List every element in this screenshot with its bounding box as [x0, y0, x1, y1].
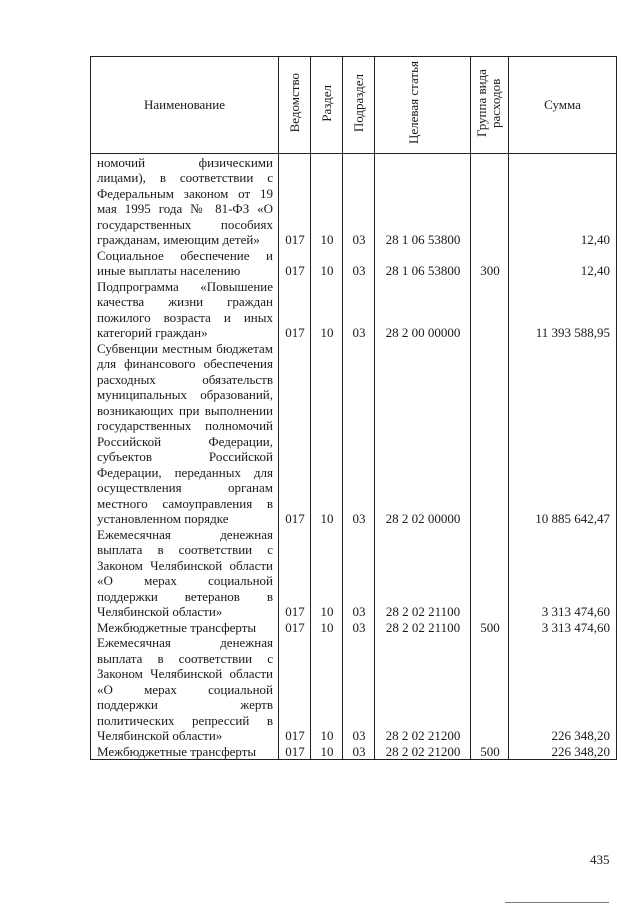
row-target-article: 28 1 06 53800 — [375, 248, 471, 279]
header-target-article: Целевая статья — [375, 57, 471, 154]
row-department: 017 — [279, 744, 311, 760]
table-row — [91, 527, 617, 620]
row-subsection: 03 — [343, 527, 375, 620]
row-subsection: 03 — [343, 744, 375, 760]
row-name: Субвенции местным бюджетам для финансового обеспечения расходных обязательств муниципальных образований, возникающих при выполнении государственных полномочий Российской Федерации, субъектов Российской Федерации, переданных для осуществления органам местного самоуправления в установленном порядке — [91, 341, 279, 527]
row-expense-group — [471, 279, 509, 341]
row-target-article: 28 2 00 00000 — [375, 279, 471, 341]
row-section: 10 — [311, 248, 343, 279]
row-subsection: 03 — [343, 248, 375, 279]
row-amount: 10 885 642,47 — [509, 341, 617, 527]
table-row — [91, 620, 617, 636]
row-amount: 11 393 588,95 — [509, 279, 617, 341]
row-expense-group — [471, 527, 509, 620]
header-name: Наименование — [91, 57, 279, 154]
table-row — [91, 744, 617, 760]
row-target-article: 28 2 02 21200 — [375, 635, 471, 744]
row-expense-group: 300 — [471, 248, 509, 279]
row-subsection: 03 — [343, 341, 375, 527]
row-department: 017 — [279, 341, 311, 527]
row-amount: 3 313 474,60 — [509, 620, 617, 636]
footer-rule — [505, 902, 609, 903]
row-expense-group — [471, 341, 509, 527]
row-expense-group: 500 — [471, 744, 509, 760]
row-subsection: 03 — [343, 635, 375, 744]
row-name: Межбюджетные трансферты — [91, 620, 279, 636]
row-target-article: 28 2 02 21200 — [375, 744, 471, 760]
row-expense-group — [471, 153, 509, 248]
row-section: 10 — [311, 341, 343, 527]
row-amount: 12,40 — [509, 153, 617, 248]
row-target-article: 28 1 06 53800 — [375, 153, 471, 248]
row-target-article: 28 2 02 00000 — [375, 341, 471, 527]
page-number: 435 — [590, 852, 610, 867]
row-subsection: 03 — [343, 153, 375, 248]
row-amount: 12,40 — [509, 248, 617, 279]
row-section: 10 — [311, 635, 343, 744]
header-subsection: Подраздел — [343, 57, 375, 154]
row-department: 017 — [279, 153, 311, 248]
row-section: 10 — [311, 620, 343, 636]
row-subsection: 03 — [343, 279, 375, 341]
row-subsection: 03 — [343, 620, 375, 636]
row-department: 017 — [279, 527, 311, 620]
row-name: номочий физическими лицами), в соответствии с Федеральным законом от 19 мая 1995 года № 81-ФЗ «О государственных пособиях гражданам, имеющим детей» — [91, 153, 279, 248]
row-name: Межбюджетные трансферты — [91, 744, 279, 760]
table-row — [91, 248, 617, 279]
row-target-article: 28 2 02 21100 — [375, 527, 471, 620]
row-section: 10 — [311, 527, 343, 620]
row-name: Подпрограмма «Повышение качества жизни граждан пожилого возраста и иных категорий граждан» — [91, 279, 279, 341]
header-section: Раздел — [311, 57, 343, 154]
row-department: 017 — [279, 279, 311, 341]
table-row — [91, 341, 617, 527]
row-section: 10 — [311, 153, 343, 248]
row-amount: 226 348,20 — [509, 635, 617, 744]
row-amount: 226 348,20 — [509, 744, 617, 760]
table-row — [91, 279, 617, 341]
header-department: Ведомство — [279, 57, 311, 154]
row-department: 017 — [279, 635, 311, 744]
header-amount: Сумма — [509, 57, 617, 154]
row-amount: 3 313 474,60 — [509, 527, 617, 620]
row-section: 10 — [311, 744, 343, 760]
row-department: 017 — [279, 248, 311, 279]
table-header — [91, 57, 617, 154]
budget-table — [90, 56, 617, 760]
row-department: 017 — [279, 620, 311, 636]
header-expense-group: Группа вида расходов — [471, 57, 509, 154]
row-expense-group: 500 — [471, 620, 509, 636]
row-name: Социальное обеспечение и иные выплаты населению — [91, 248, 279, 279]
row-name: Ежемесячная денежная выплата в соответствии с Законом Челябинской области «О мерах социальной поддержки жертв политических репрессий в Челябинской области» — [91, 635, 279, 744]
row-section: 10 — [311, 279, 343, 341]
table-row — [91, 153, 617, 248]
row-name: Ежемесячная денежная выплата в соответствии с Законом Челябинской области «О мерах социальной поддержки ветеранов в Челябинской области» — [91, 527, 279, 620]
row-expense-group — [471, 635, 509, 744]
table-row — [91, 635, 617, 744]
row-target-article: 28 2 02 21100 — [375, 620, 471, 636]
